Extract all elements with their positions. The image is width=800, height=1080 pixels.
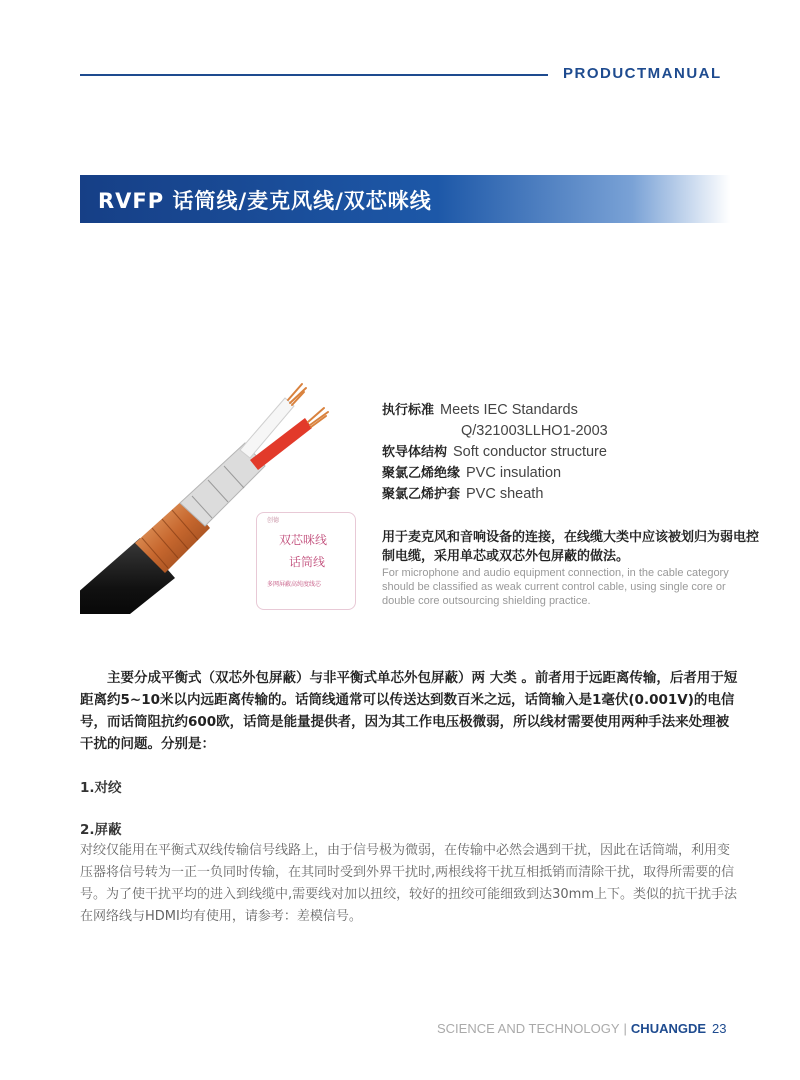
spec-value: PVC sheath <box>466 486 544 502</box>
spec-key: 软导体结构 <box>382 445 448 460</box>
spec-row-conductor <box>382 442 608 463</box>
label-line-3: 多网屏蔽高纯度线芯 <box>267 581 322 588</box>
spec-row-standard <box>382 400 608 421</box>
spec-key: 执行标准 <box>382 403 435 418</box>
package-label <box>256 512 356 610</box>
label-line-1: 双芯咪线 <box>279 533 328 547</box>
spec-row-insulation <box>382 463 608 484</box>
page-footer <box>437 1021 727 1036</box>
footer-tagline: SCIENCE AND TECHNOLOGY <box>437 1021 620 1036</box>
footer-separator: | <box>623 1021 627 1036</box>
product-title: RVFP 话筒线/麦克风线/双芯咪线 <box>98 189 432 213</box>
header-title: PRODUCTMANUAL <box>563 65 722 82</box>
product-photo <box>80 378 362 614</box>
spec-value-standard-number: Q/321003LLHO1-2003 <box>461 423 608 439</box>
spec-key: 聚氯乙烯护套 <box>382 487 461 502</box>
spec-key: 聚氯乙烯绝缘 <box>382 466 461 481</box>
spec-row-sheath <box>382 484 608 505</box>
spec-value: PVC insulation <box>466 465 562 481</box>
spec-list <box>382 400 608 505</box>
section-1-title: 1.对绞 <box>80 780 122 796</box>
usage-description-cn: 用于麦克风和音响设备的连接，在线缆大类中应该被划归为弱电控制电缆，采用单芯或双芯外包屏蔽的做法。 <box>382 530 760 564</box>
section-2-paragraph: 对绞仅能用在平衡式双线传输信号线路上，由于信号极为微弱，在传输中必然会遇到干扰，因此在话筒端，利用变压器将信号转为一正一负同时传输，在其同时受到外界干扰时,两根线将干扰互相抵销而清除干扰，取得所需要的信号。为了使干扰平均的进入到线缆中,需要线对加以扭绞，较好的扭绞可能细致到达30mm上下。类似的抗干扰手法在网络线与HDMI均有使用，请参考：差模信号。 <box>80 843 738 924</box>
footer-brand: CHUANGDE <box>630 1021 707 1036</box>
product-title-bar <box>80 175 730 223</box>
spec-value: Meets IEC Standards <box>440 402 578 418</box>
section-2-title: 2.屏蔽 <box>80 822 122 838</box>
page-number: 23 <box>712 1021 727 1036</box>
header-rule <box>80 74 548 76</box>
usage-description-en: For microphone and audio equipment connection, in the cable category should be classified as weak current control cable, using single core or double core outsourcing shielding practice. <box>382 567 729 607</box>
spec-value: Soft conductor structure <box>453 444 607 460</box>
intro-paragraph: 主要分成平衡式（双芯外包屏蔽）与非平衡式单芯外包屏蔽）两 大类 。前者用于远距离传输，后者用于短距离约5~10米以内远距离传输的。话筒线通常可以传送达到数百米之远，话筒输入是1毫伏(0.001V)的电信号，而话筒阻抗约600欧，话筒是能量提供者，因为其工作电压极微弱，所以线材需要使用两种手法来处理被干扰的问题。分别是： <box>80 670 738 752</box>
label-line-2: 话筒线 <box>289 555 326 569</box>
label-brand: 创德 <box>267 517 280 524</box>
